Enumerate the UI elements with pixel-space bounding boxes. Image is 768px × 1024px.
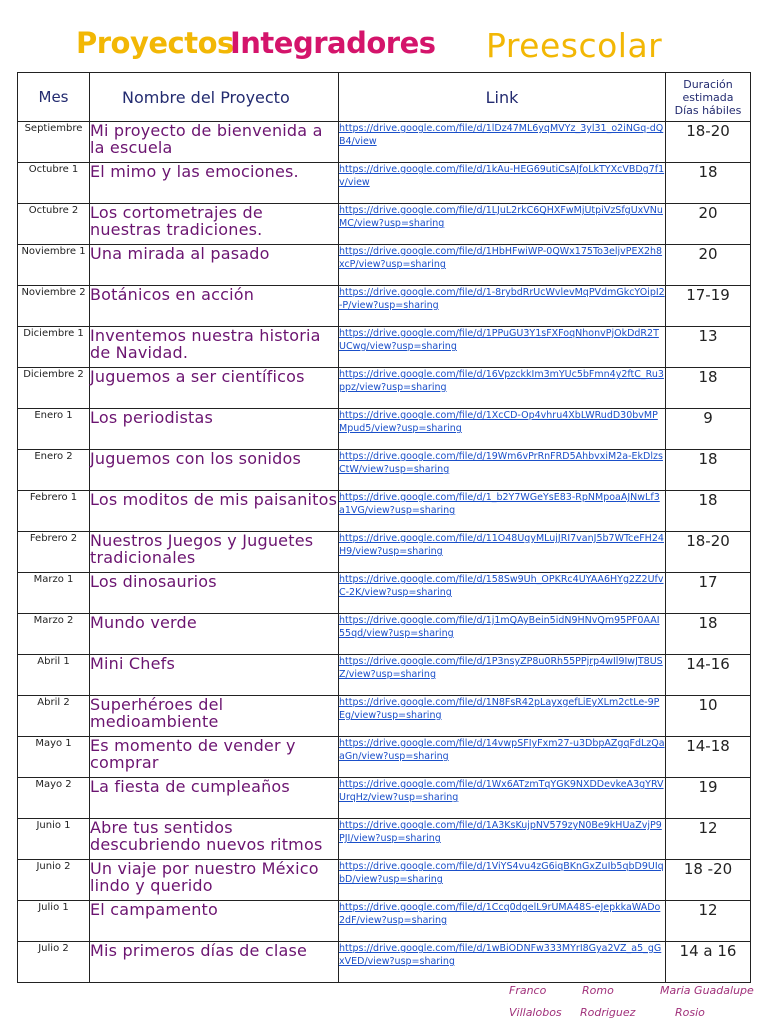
- cell-link: [339, 204, 666, 245]
- table-row: [18, 491, 751, 532]
- cell-link: [339, 245, 666, 286]
- project-link[interactable]: https://drive.google.com/file/d/1Wx6ATzmTqYGK9NXDDevkeA3gYRVUrqHz/view?usp=sharing: [339, 779, 664, 803]
- cell-month: Mayo 2: [18, 778, 90, 819]
- projects-table: [17, 72, 751, 983]
- cell-project-name: Juguemos con los sonidos: [90, 450, 339, 491]
- cell-duration: 20: [666, 245, 751, 286]
- cell-duration: 18: [666, 614, 751, 655]
- project-link[interactable]: https://drive.google.com/file/d/1-8rybdRrUcWvlevMqPVdmGkcYOipI2-P/view?usp=sharing: [339, 287, 665, 311]
- cell-month: Enero 1: [18, 409, 90, 450]
- cell-project-name: La fiesta de cumpleaños: [90, 778, 339, 819]
- cell-project-name: El mimo y las emociones.: [90, 163, 339, 204]
- table-header-row: [18, 73, 751, 122]
- cell-month: Marzo 1: [18, 573, 90, 614]
- cell-duration: 17: [666, 573, 751, 614]
- cell-link: [339, 163, 666, 204]
- cell-duration: 14-18: [666, 737, 751, 778]
- cell-project-name: Es momento de vender y comprar: [90, 737, 339, 778]
- cell-project-name: Los dinosaurios: [90, 573, 339, 614]
- title-preescolar: Preescolar: [486, 26, 663, 65]
- cell-project-name: Mis primeros días de clase: [90, 942, 339, 983]
- cell-month: Noviembre 2: [18, 286, 90, 327]
- cell-month: Enero 2: [18, 450, 90, 491]
- table-row: [18, 614, 751, 655]
- cell-month: Julio 1: [18, 901, 90, 942]
- header-duration-line1: Duración: [683, 77, 733, 91]
- cell-link: [339, 573, 666, 614]
- cell-duration: 18: [666, 450, 751, 491]
- cell-project-name: Mini Chefs: [90, 655, 339, 696]
- cell-duration: 19: [666, 778, 751, 819]
- cell-link: [339, 614, 666, 655]
- footer-name-c2: Rosio: [675, 1006, 705, 1019]
- table-row: [18, 532, 751, 573]
- project-link[interactable]: https://drive.google.com/file/d/1kAu-HEG69utiCsAJfoLkTYXcVBDg7f1v/view: [339, 164, 665, 188]
- cell-project-name: Botánicos en acción: [90, 286, 339, 327]
- header-name-label: Nombre del Proyecto: [122, 87, 290, 107]
- cell-link: [339, 737, 666, 778]
- project-link[interactable]: https://drive.google.com/file/d/19Wm6vPrRnFRD5AhbvxiM2a-EkDlzsCtW/view?usp=sharing: [339, 451, 663, 475]
- footer-name-a1: Franco: [509, 984, 547, 997]
- cell-link: [339, 409, 666, 450]
- project-link[interactable]: https://drive.google.com/file/d/1ViYS4vu4zG6iqBKnGxZuIb5qbD9UIqbD/view?usp=sharing: [339, 861, 664, 885]
- cell-duration: 18: [666, 491, 751, 532]
- header-name: [90, 73, 339, 122]
- cell-month: Noviembre 1: [18, 245, 90, 286]
- cell-duration: 12: [666, 901, 751, 942]
- title-proyectos: Proyectos: [76, 26, 234, 60]
- cell-month: Junio 2: [18, 860, 90, 901]
- project-link[interactable]: https://drive.google.com/file/d/1PPuGU3Y1sFXFoqNhonvPjOkDdR2TUCwg/view?usp=sharing: [339, 328, 659, 352]
- cell-duration: 18 -20: [666, 860, 751, 901]
- project-link[interactable]: https://drive.google.com/file/d/1P3nsyZP8u0Rh55PPjrp4wIl9IwJT8USZ/view?usp=sharing: [339, 656, 663, 680]
- cell-duration: 10: [666, 696, 751, 737]
- project-link[interactable]: https://drive.google.com/file/d/1A3KsKujpNV579zyN0Be9kHUaZvjP9PJI/view?usp=sharing: [339, 820, 662, 844]
- page-title: [0, 0, 768, 72]
- cell-link: [339, 778, 666, 819]
- cell-link: [339, 696, 666, 737]
- project-link[interactable]: https://drive.google.com/file/d/1j1mQAyBein5idN9HNvQm95PF0AAI55qd/view?usp=sharing: [339, 615, 660, 639]
- cell-duration: 18: [666, 163, 751, 204]
- table-row: [18, 573, 751, 614]
- cell-link: [339, 942, 666, 983]
- table-row: [18, 327, 751, 368]
- table-row: [18, 204, 751, 245]
- table-row: [18, 245, 751, 286]
- cell-month: Marzo 2: [18, 614, 90, 655]
- cell-duration: 12: [666, 819, 751, 860]
- cell-month: Diciembre 2: [18, 368, 90, 409]
- cell-link: [339, 327, 666, 368]
- cell-project-name: Abre tus sentidos descubriendo nuevos ritmos: [90, 819, 339, 860]
- table-row: [18, 942, 751, 983]
- header-link: Link: [339, 73, 666, 122]
- cell-month: Julio 2: [18, 942, 90, 983]
- footer-name-b1: Romo: [582, 984, 614, 997]
- project-link[interactable]: https://drive.google.com/file/d/158Sw9Uh_OPKRc4UYAA6HYg2Z2UfvC-2K/view?usp=sharing: [339, 574, 664, 598]
- table-row: [18, 819, 751, 860]
- header-duration: [666, 73, 751, 122]
- cell-link: [339, 122, 666, 163]
- cell-duration: 14 a 16: [666, 942, 751, 983]
- cell-project-name: Nuestros Juegos y Juguetes tradicionales: [90, 532, 339, 573]
- cell-month: Abril 1: [18, 655, 90, 696]
- cell-link: [339, 532, 666, 573]
- project-link[interactable]: https://drive.google.com/file/d/1N8FsR42pLayxgefLiEyXLm2ctLe-9PEg/view?usp=sharing: [339, 697, 660, 721]
- project-link[interactable]: https://drive.google.com/file/d/11O48UgyMLujJRI7vanJ5b7WTceFH24H9/view?usp=sharing: [339, 533, 664, 557]
- table-body: [18, 122, 751, 983]
- table-row: [18, 901, 751, 942]
- table-row: [18, 655, 751, 696]
- table-row: [18, 450, 751, 491]
- table-row: [18, 286, 751, 327]
- cell-duration: 17-19: [666, 286, 751, 327]
- footer-name-b2: Rodriguez: [580, 1006, 636, 1019]
- cell-month: Septiembre: [18, 122, 90, 163]
- project-link[interactable]: https://drive.google.com/file/d/1HbHFwiWP-0QWx175To3eljvPEX2h8xcP/view?usp=sharing: [339, 246, 663, 270]
- table-row: [18, 860, 751, 901]
- cell-link: [339, 368, 666, 409]
- header-duration-line3: Días hábiles: [674, 103, 742, 117]
- cell-link: [339, 655, 666, 696]
- table-row: [18, 409, 751, 450]
- cell-month: Octubre 2: [18, 204, 90, 245]
- table-row: [18, 737, 751, 778]
- cell-link: [339, 450, 666, 491]
- project-link[interactable]: https://drive.google.com/file/d/1LJuL2rkC6QHXFwMjUtpiVzSfgUxVNuMC/view?usp=sharing: [339, 205, 663, 229]
- cell-project-name: Un viaje por nuestro México lindo y querido: [90, 860, 339, 901]
- cell-duration: 20: [666, 204, 751, 245]
- project-link[interactable]: https://drive.google.com/file/d/1_b2Y7WGeYsE83-RpNMpoaAJNwLf3a1VG/view?usp=sharing: [339, 492, 660, 516]
- header-mes: Mes: [18, 73, 90, 122]
- project-link[interactable]: https://drive.google.com/file/d/1lDz47ML6yqMVYz_3yl31_o2iNGq-dQB4/view: [339, 123, 664, 147]
- table-row: [18, 163, 751, 204]
- cell-month: Mayo 1: [18, 737, 90, 778]
- cell-month: Abril 2: [18, 696, 90, 737]
- cell-project-name: Juguemos a ser científicos: [90, 368, 339, 409]
- cell-project-name: Mi proyecto de bienvenida a la escuela: [90, 122, 339, 163]
- cell-month: Junio 1: [18, 819, 90, 860]
- table-row: [18, 122, 751, 163]
- table-row: [18, 368, 751, 409]
- cell-month: Febrero 2: [18, 532, 90, 573]
- footer-name-c1: Maria Guadalupe: [660, 984, 754, 997]
- cell-link: [339, 901, 666, 942]
- cell-link: [339, 819, 666, 860]
- cell-month: Febrero 1: [18, 491, 90, 532]
- project-link[interactable]: https://drive.google.com/file/d/1wBiODNFw333MYrI8Gya2VZ_a5_gGxVED/view?usp=sharing: [339, 943, 662, 967]
- cell-link: [339, 860, 666, 901]
- cell-duration: 18-20: [666, 532, 751, 573]
- project-link[interactable]: https://drive.google.com/file/d/1XcCD-Op4vhru4XbLWRudD30bvMPMpud5/view?usp=sharing: [339, 410, 658, 434]
- table-row: [18, 778, 751, 819]
- cell-duration: 9: [666, 409, 751, 450]
- cell-project-name: Los periodistas: [90, 409, 339, 450]
- cell-link: [339, 286, 666, 327]
- cell-project-name: Los cortometrajes de nuestras tradiciones.: [90, 204, 339, 245]
- cell-month: Diciembre 1: [18, 327, 90, 368]
- cell-duration: 18: [666, 368, 751, 409]
- cell-month: Octubre 1: [18, 163, 90, 204]
- footer-name-a2: Villalobos: [509, 1006, 562, 1019]
- project-link[interactable]: https://drive.google.com/file/d/16VpzckkIm3mYUc5bFmn4y2ftC_Ru3ppz/view?usp=sharing: [339, 369, 664, 393]
- cell-project-name: Mundo verde: [90, 614, 339, 655]
- cell-link: [339, 491, 666, 532]
- cell-project-name: El campamento: [90, 901, 339, 942]
- cell-project-name: Superhéroes del medioambiente: [90, 696, 339, 737]
- title-integradores: Integradores: [230, 26, 436, 60]
- cell-project-name: Una mirada al pasado: [90, 245, 339, 286]
- header-duration-line2: estimada: [682, 90, 734, 104]
- table-row: [18, 696, 751, 737]
- project-link[interactable]: https://drive.google.com/file/d/14vwpSFIyFxm27-u3DbpAZgqFdLzQaaGn/view?usp=sharing: [339, 738, 665, 762]
- project-link[interactable]: https://drive.google.com/file/d/1Ccq0dgelL9rUMA48S-eJepkkaWADo2dF/view?usp=sharing: [339, 902, 661, 926]
- cell-project-name: Los moditos de mis paisanitos: [90, 491, 339, 532]
- cell-duration: 13: [666, 327, 751, 368]
- cell-project-name: Inventemos nuestra historia de Navidad.: [90, 327, 339, 368]
- cell-duration: 14-16: [666, 655, 751, 696]
- cell-duration: 18-20: [666, 122, 751, 163]
